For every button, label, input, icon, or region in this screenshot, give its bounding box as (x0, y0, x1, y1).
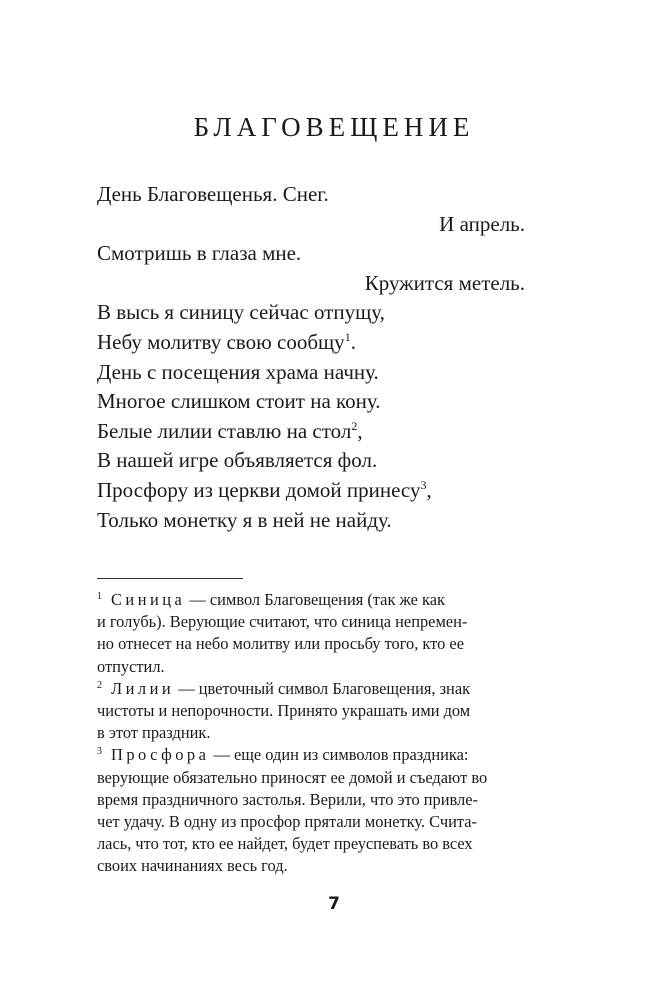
page-number: 7 (328, 894, 340, 914)
footnote-ref[interactable]: 3 (420, 477, 427, 492)
poem-line: И апрель. (439, 211, 525, 236)
footnote-term: Лилии (111, 678, 175, 698)
poem-line: Многое слишком стоит на кону. (97, 389, 381, 414)
footnote-term: Синица (111, 590, 186, 609)
poem-line: Смотришь в глаза мне. (97, 241, 302, 266)
footnote-term: Просфора (111, 745, 210, 765)
footnote-3: $^3$ Просфора — еще один из символов праздника: верующие обязательно приносят ее домой и съедают во время праздничного застолья. Верили, что это привле- чет удачу. В одну из просфор прятали монетку. Счита- лась, что тот, кто ее найдет, будет преуспевать во всех своих начинаниях весь год. (97, 745, 488, 876)
poem-line: Белые лилии ставлю на стол$^2$, (97, 418, 363, 443)
footnote-ref[interactable]: 2 (351, 418, 358, 433)
poem-line: В нашей игре объявляется фол. (97, 448, 378, 473)
footnotes (97, 589, 525, 878)
footnote-number: 1 (97, 591, 102, 602)
poem-line: Небу молитву свою сообщу$^1$. (97, 329, 356, 354)
footnote-divider (97, 578, 243, 579)
poem-line: Кружится метель. (364, 270, 525, 295)
poem-line: Только монетку я в ней не найду. (97, 507, 392, 532)
poem-body (97, 180, 525, 535)
footnote-ref[interactable]: 1 (344, 329, 351, 344)
poem-line: Просфору из церкви домой принесу$^3$, (97, 477, 432, 502)
poem-line: День с посещения храма начну. (97, 359, 379, 384)
footnote-number: 2 (97, 679, 102, 691)
poem-title: БЛАГОВЕЩЕНИЕ (193, 112, 475, 142)
footnote-number: 3 (97, 746, 102, 758)
poem-line: В высь я синицу сейчас отпущу, (97, 300, 385, 325)
poem-line: День Благовещенья. Снег. (97, 182, 329, 206)
footnote-2: $^2$ Лилии — цветочный символ Благовещения, знак чистоты и непорочности. Принято украшать ими дом в этот праздник. (97, 678, 471, 743)
footnote-1: $^1$ Синица — символ Благовещения (так же как и голубь). Верующие считают, что синица непремен- но отнесет на небо молитву или просьбу того, кто ее отпустил. (97, 590, 468, 676)
